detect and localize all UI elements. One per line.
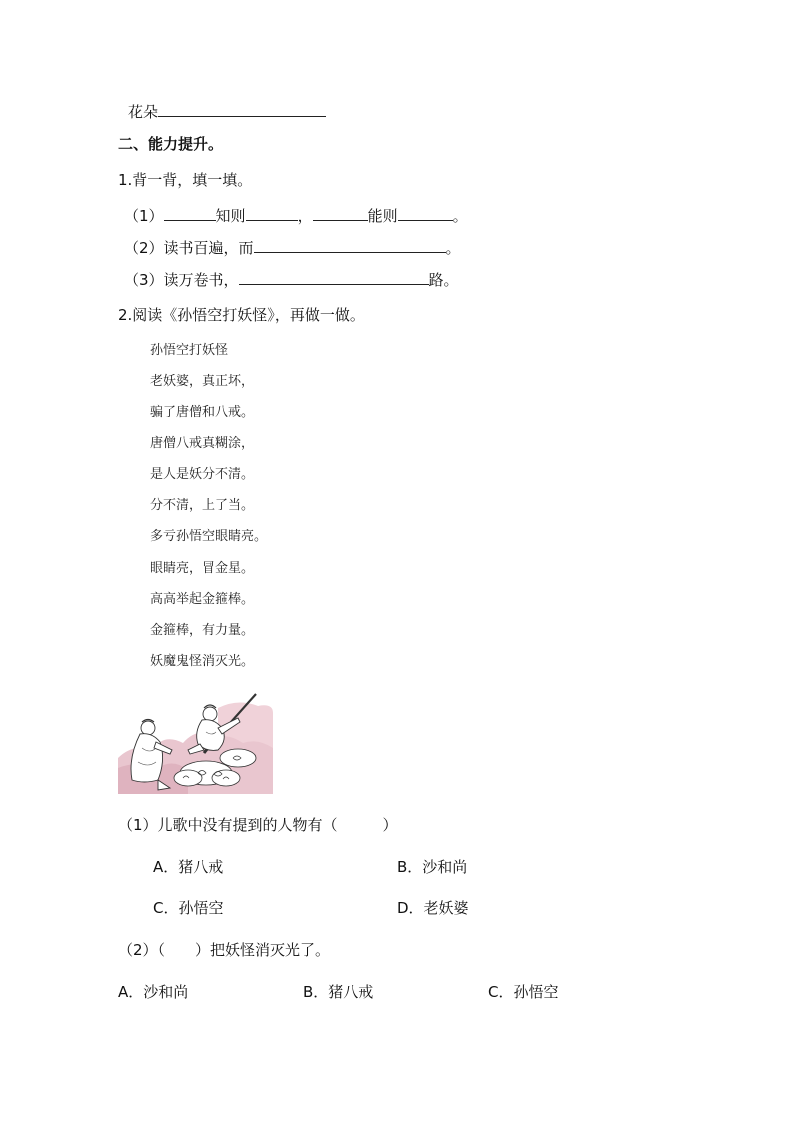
q1-item-1-blank-4[interactable]	[398, 205, 453, 221]
poem-title: 孙悟空打妖怪	[150, 343, 229, 358]
q2-sub2-option-a[interactable]: A．沙和尚	[118, 983, 189, 1001]
poem-line: 金箍棒，有力量。	[150, 623, 255, 638]
poem-line: 唐僧八戒真糊涂，	[150, 436, 255, 451]
q2-sub2-option-b[interactable]: B．猪八戒	[303, 983, 374, 1001]
q1-item-3	[124, 269, 459, 290]
q2-sub1-option-c[interactable]: C．孙悟空	[153, 899, 224, 917]
poem-line: 眼睛亮，冒金星。	[150, 561, 255, 576]
q2-sub1-option-b[interactable]: B．沙和尚	[397, 858, 468, 876]
q1-item-1-number: （1）	[124, 207, 164, 225]
q1-item-1	[124, 205, 468, 226]
q2-sub1-question: （1）儿歌中没有提到的人物有（ ）	[118, 816, 398, 834]
q1-item-2-text: （2）读书百遍，而	[124, 239, 254, 257]
q1-item-1-period: 。	[452, 207, 468, 225]
q1-item-2-end: 。	[445, 239, 461, 257]
q1-item-3-end: 路。	[428, 271, 459, 289]
q1-item-1-comma: ，	[297, 207, 313, 225]
top-line-flower	[128, 101, 326, 122]
q1-item-1-text-1: 知则	[215, 207, 246, 225]
q1-item-3-text: （3）读万卷书，	[124, 271, 239, 289]
q2-sub2-question: （2）（ ）把妖怪消灭光了。	[118, 941, 331, 959]
flower-answer-blank[interactable]	[158, 101, 326, 117]
q1-prompt: 1.背一背，填一填。	[118, 171, 253, 189]
q2-sub1-option-a[interactable]: A．猪八戒	[153, 858, 224, 876]
q2-sub2-option-c[interactable]: C．孙悟空	[488, 983, 559, 1001]
q1-item-2	[124, 237, 461, 258]
q1-item-1-blank-2[interactable]	[246, 205, 298, 221]
poem-line: 妖魔鬼怪消灭光。	[150, 654, 255, 669]
poem-line: 多亏孙悟空眼睛亮。	[150, 529, 268, 544]
poem-line: 分不清，上了当。	[150, 498, 255, 513]
q1-item-1-text-2: 能则	[367, 207, 398, 225]
poem-line: 老妖婆，真正坏，	[150, 374, 255, 389]
poem-line: 高高举起金箍棒。	[150, 592, 255, 607]
flower-label: 花朵	[128, 103, 159, 121]
poem-line: 是人是妖分不清。	[150, 467, 255, 482]
q2-prompt: 2.阅读《孙悟空打妖怪》，再做一做。	[118, 306, 365, 324]
q1-item-3-blank[interactable]	[239, 269, 429, 285]
monkey-king-illustration	[118, 688, 273, 794]
q2-sub1-option-d[interactable]: D．老妖婆	[397, 899, 469, 917]
q1-item-1-blank-3[interactable]	[313, 205, 368, 221]
section-heading: 二、能力提升。	[118, 135, 224, 153]
q1-item-1-blank-1[interactable]	[164, 205, 216, 221]
poem-line: 骗了唐僧和八戒。	[150, 405, 255, 420]
q1-item-2-blank[interactable]	[254, 237, 446, 253]
